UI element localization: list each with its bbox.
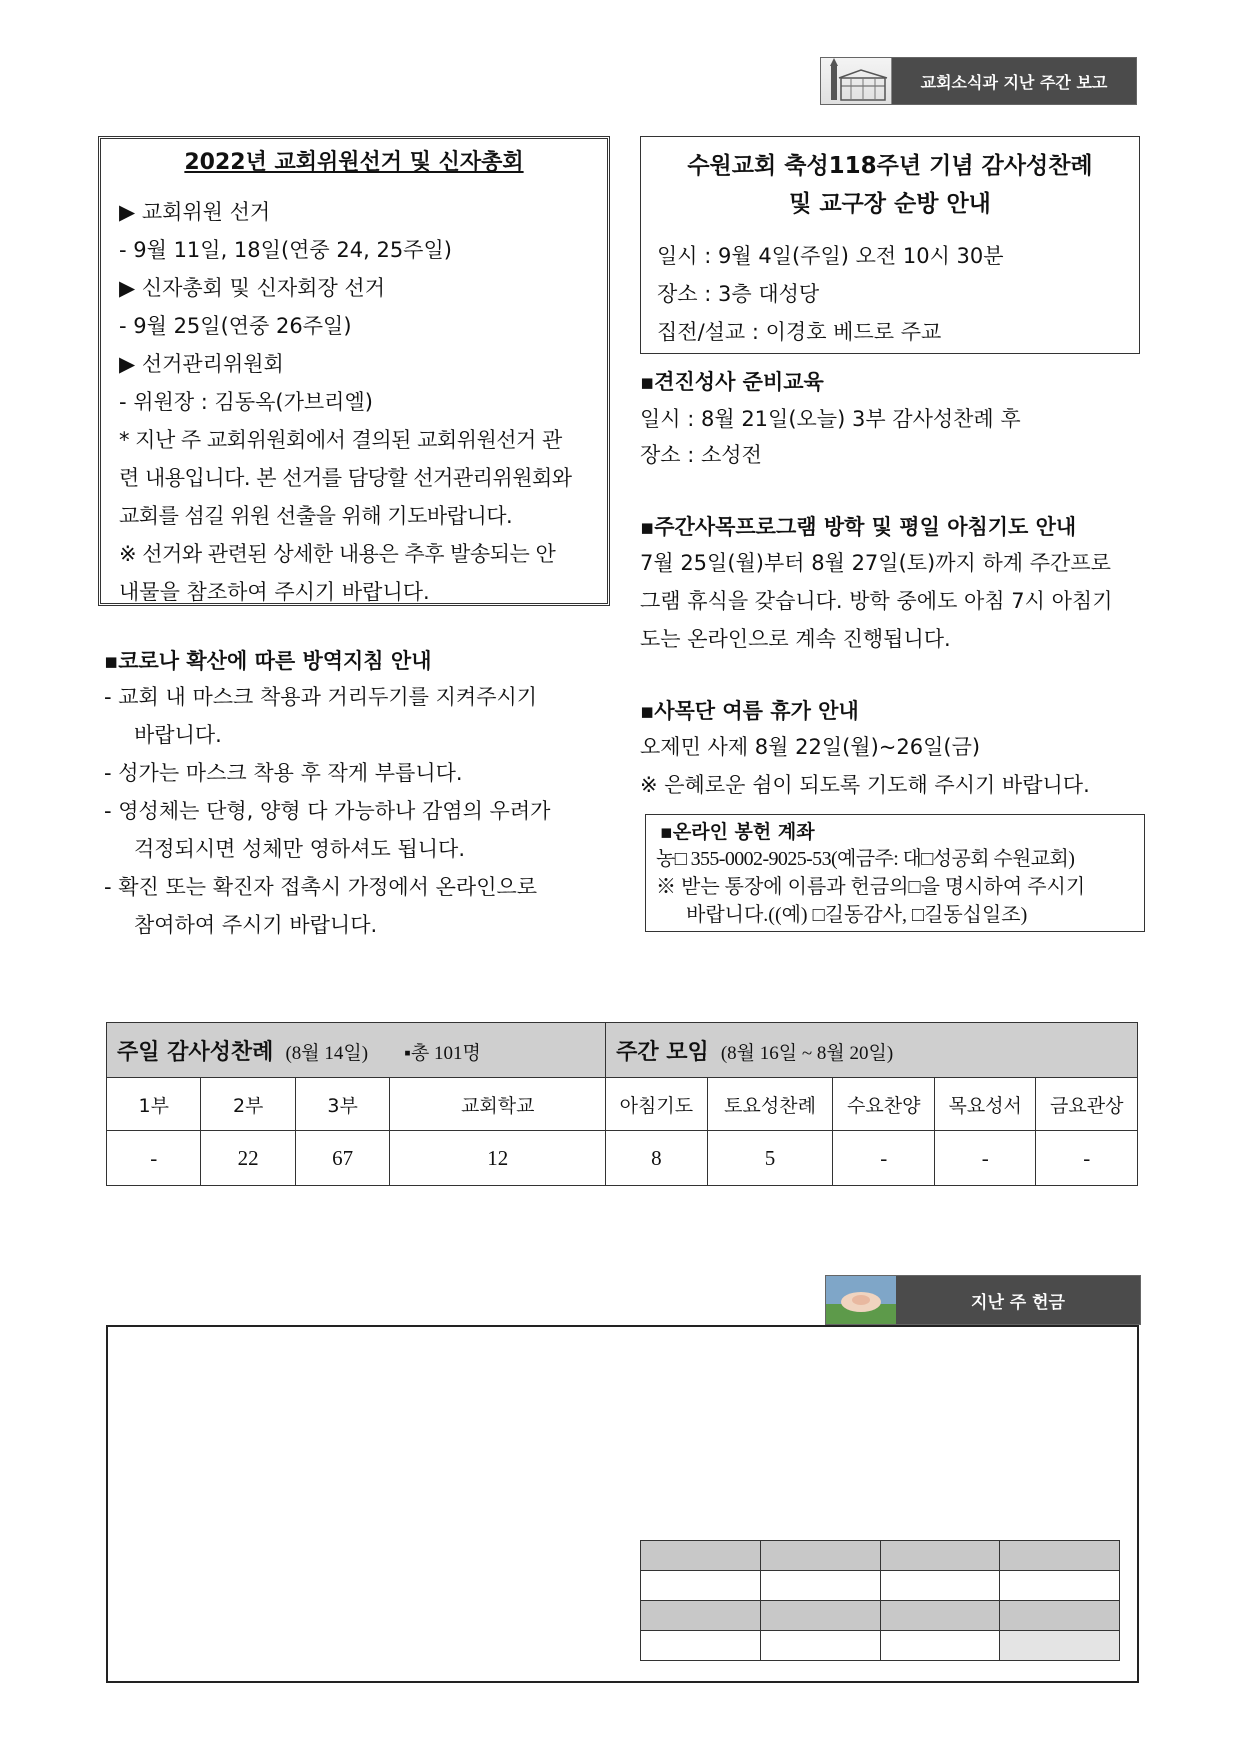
election-line: ▶ 선거관리위원회 bbox=[119, 352, 284, 376]
covid-line: - 성가는 마스크 착용 후 작게 부릅니다. bbox=[104, 761, 463, 785]
offering-cell bbox=[760, 1601, 880, 1631]
election-title: 2022년 교회위원선거 및 신자총회 bbox=[184, 150, 524, 175]
attendance-value: 8 bbox=[606, 1131, 707, 1186]
program-break-body bbox=[640, 544, 1112, 658]
offering-row bbox=[641, 1571, 1120, 1601]
column-header: 토요성찬례 bbox=[707, 1078, 833, 1131]
account-note-2: 바랍니다.((예) □길동감사, □길동십일조) bbox=[686, 904, 1028, 926]
program-break-title: ▪주간사목프로그램 방학 및 평일 아침기도 안내 bbox=[640, 515, 1077, 539]
anniversary-date: 일시 : 9월 4일(주일) 오전 10시 30분 bbox=[657, 244, 1004, 268]
offering-cell bbox=[760, 1541, 880, 1571]
election-line: - 9월 11일, 18일(연중 24, 25주일) bbox=[119, 238, 452, 262]
church-image-icon bbox=[821, 58, 892, 104]
attendance-value: 22 bbox=[201, 1131, 295, 1186]
covid-line: 바랍니다. bbox=[134, 723, 222, 747]
hands-image-icon bbox=[826, 1276, 896, 1324]
column-header: 수요찬양 bbox=[833, 1078, 934, 1131]
offering-cell bbox=[880, 1631, 1000, 1661]
weekly-meeting-dates: (8월 16일 ~ 8월 20일) bbox=[720, 1042, 894, 1064]
attendance-header-row bbox=[107, 1023, 1138, 1078]
account-number: 농□ 355-0002-9025-53(예금주: 대□성공회 수원교회) bbox=[656, 848, 1075, 870]
covid-line: 걱정되시면 성체만 영하셔도 됩니다. bbox=[134, 837, 465, 861]
attendance-table bbox=[106, 1022, 1138, 1186]
offering-cell bbox=[641, 1571, 761, 1601]
section-header-badge bbox=[820, 57, 1137, 105]
election-line: 내물을 참조하여 주시기 바랍니다. bbox=[119, 580, 430, 604]
vacation-line-1: 오제민 사제 8월 22일(월)~26일(금) bbox=[640, 735, 981, 759]
attendance-value: 67 bbox=[295, 1131, 389, 1186]
offering-row bbox=[641, 1601, 1120, 1631]
confirmation-place: 장소 : 소성전 bbox=[640, 443, 762, 467]
attendance-value: - bbox=[1036, 1131, 1138, 1186]
column-header: 3부 bbox=[295, 1078, 389, 1131]
attendance-columns-row bbox=[107, 1078, 1138, 1131]
covid-title: ▪코로나 확산에 따른 방역지침 안내 bbox=[104, 649, 432, 673]
election-notice-box bbox=[98, 136, 610, 606]
covid-line: 참여하여 주시기 바랍니다. bbox=[134, 913, 378, 937]
program-break-line: 도는 온라인으로 계속 진행됩니다. bbox=[640, 627, 951, 651]
column-header: 교회학교 bbox=[390, 1078, 606, 1131]
anniversary-place: 장소 : 3층 대성당 bbox=[657, 282, 820, 306]
confirmation-date: 일시 : 8월 21일(오늘) 3부 감사성찬례 후 bbox=[640, 407, 1021, 431]
attendance-value: - bbox=[107, 1131, 201, 1186]
column-header: 금요관상 bbox=[1036, 1078, 1138, 1131]
offering-cell bbox=[1000, 1541, 1120, 1571]
offering-cell bbox=[1000, 1601, 1120, 1631]
offering-cell bbox=[880, 1601, 1000, 1631]
offering-cell bbox=[641, 1631, 761, 1661]
election-line: ※ 선거와 관련된 상세한 내용은 추후 발송되는 안 bbox=[119, 542, 556, 566]
offering-cell bbox=[1000, 1631, 1120, 1661]
election-line: ▶ 교회위원 선거 bbox=[119, 200, 271, 224]
offering-cell bbox=[760, 1571, 880, 1601]
column-header: 1부 bbox=[107, 1078, 201, 1131]
attendance-value: 12 bbox=[390, 1131, 606, 1186]
offering-cell bbox=[641, 1601, 761, 1631]
account-title: ▪온라인 봉헌 계좌 bbox=[660, 821, 815, 843]
account-note-1: ※ 받는 통장에 이름과 헌금의□을 명시하여 주시기 bbox=[656, 876, 1086, 898]
sunday-total: ▪총 101명 bbox=[404, 1042, 481, 1064]
sunday-service-date: (8월 14일) bbox=[285, 1042, 369, 1064]
sunday-service-header bbox=[107, 1023, 606, 1078]
offering-title: 지난 주 헌금 bbox=[896, 1276, 1140, 1324]
anniversary-title-1: 수원교회 축성118주년 기념 감사성찬례 bbox=[687, 153, 1093, 179]
anniversary-notice-box bbox=[640, 136, 1140, 354]
offering-row bbox=[641, 1541, 1120, 1571]
sunday-service-title: 주일 감사성찬례 bbox=[117, 1039, 274, 1065]
online-account-box bbox=[645, 814, 1145, 932]
vacation-line-2: ※ 은혜로운 쉼이 되도록 기도해 주시기 바랍니다. bbox=[640, 773, 1090, 797]
vacation-title: ▪사목단 여름 휴가 안내 bbox=[640, 699, 859, 723]
election-line: - 위원장 : 김동옥(가브리엘) bbox=[119, 390, 373, 414]
covid-line: - 교회 내 마스크 착용과 거리두기를 지켜주시기 bbox=[104, 685, 538, 709]
offering-table bbox=[640, 1540, 1120, 1661]
weekly-meeting-title: 주간 모임 bbox=[616, 1039, 709, 1065]
anniversary-officiant: 집전/설교 : 이경호 베드로 주교 bbox=[657, 320, 942, 344]
column-header: 목요성서 bbox=[934, 1078, 1035, 1131]
confirmation-title: ▪견진성사 준비교육 bbox=[640, 370, 824, 394]
election-line: 교회를 섬길 위원 선출을 위해 기도바랍니다. bbox=[119, 504, 513, 528]
section-header-title: 교회소식과 지난 주간 보고 bbox=[892, 58, 1136, 104]
anniversary-title-2: 및 교구장 순방 안내 bbox=[789, 191, 991, 217]
election-line: ▶ 신자총회 및 신자회장 선거 bbox=[119, 276, 385, 300]
offering-header-badge bbox=[825, 1275, 1141, 1325]
weekly-meeting-header bbox=[606, 1023, 1138, 1078]
attendance-values-row bbox=[107, 1131, 1138, 1186]
program-break-line: 그램 휴식을 갖습니다. 방학 중에도 아침 7시 아침기 bbox=[640, 589, 1113, 613]
covid-line: - 확진 또는 확진자 접촉시 가정에서 온라인으로 bbox=[104, 875, 538, 899]
election-lines bbox=[119, 193, 572, 611]
offering-cell bbox=[880, 1541, 1000, 1571]
attendance-value: - bbox=[934, 1131, 1035, 1186]
attendance-value: 5 bbox=[707, 1131, 833, 1186]
election-line: 련 내용입니다. 본 선거를 담당할 선거관리위원회와 bbox=[119, 466, 572, 490]
covid-line: - 영성체는 단형, 양형 다 가능하나 감염의 우려가 bbox=[104, 799, 551, 823]
offering-row bbox=[641, 1631, 1120, 1661]
offering-cell bbox=[1000, 1571, 1120, 1601]
column-header: 2부 bbox=[201, 1078, 295, 1131]
covid-body bbox=[104, 678, 614, 944]
offering-cell bbox=[641, 1541, 761, 1571]
election-line: * 지난 주 교회위원회에서 결의된 교회위원선거 관 bbox=[119, 428, 562, 452]
offering-cell bbox=[880, 1571, 1000, 1601]
election-line: - 9월 25일(연중 26주일) bbox=[119, 314, 352, 338]
offering-cell bbox=[760, 1631, 880, 1661]
program-break-line: 7월 25일(월)부터 8월 27일(토)까지 하계 주간프로 bbox=[640, 551, 1111, 575]
attendance-value: - bbox=[833, 1131, 934, 1186]
column-header: 아침기도 bbox=[606, 1078, 707, 1131]
